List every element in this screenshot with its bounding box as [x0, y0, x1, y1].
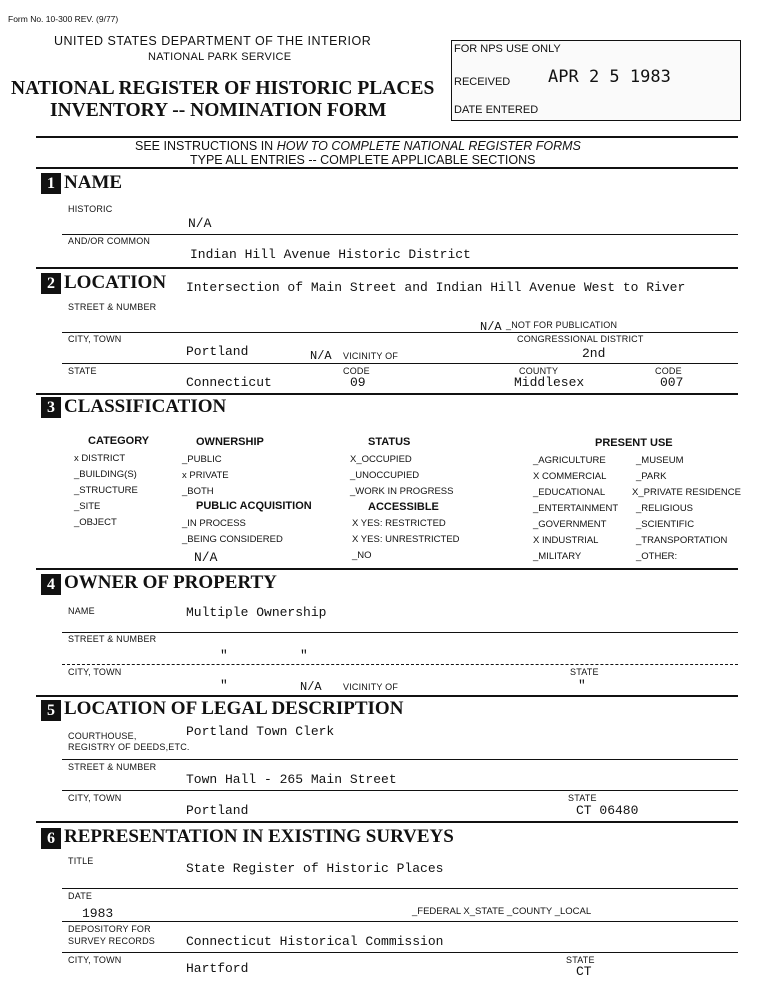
- present-use-option: _ENTERTAINMENT: [533, 503, 619, 514]
- congressional-district-value: 2nd: [582, 346, 606, 361]
- divider: [62, 332, 738, 333]
- nps-use-label: FOR NPS USE ONLY: [454, 43, 561, 55]
- section-title-location: LOCATION: [64, 272, 167, 293]
- not-for-publication-label: _NOT FOR PUBLICATION: [506, 320, 618, 330]
- owner-vicinity-value: N/A: [300, 680, 322, 694]
- section-number-2: 2: [41, 273, 61, 294]
- survey-date-label: DATE: [68, 891, 93, 901]
- ownership-header: OWNERSHIP: [196, 436, 264, 448]
- survey-level-options: _FEDERAL X_STATE _COUNTY _LOCAL: [412, 906, 592, 917]
- present-use-option: _RELIGIOUS: [636, 503, 694, 514]
- section-title-name: NAME: [64, 172, 123, 193]
- public-acquisition-option: _IN PROCESS: [182, 518, 246, 529]
- section-title-owner: OWNER OF PROPERTY: [64, 572, 277, 593]
- divider: [36, 136, 738, 138]
- state-code-label: CODE: [343, 366, 370, 376]
- street-label: STREET & NUMBER: [68, 302, 157, 312]
- common-name-value: Indian Hill Avenue Historic District: [190, 247, 471, 262]
- common-name-label: AND/OR COMMON: [68, 236, 151, 246]
- divider: [36, 695, 738, 697]
- accessible-option: _NO: [352, 550, 372, 561]
- category-option: x DISTRICT: [74, 453, 126, 464]
- section-number-6: 6: [41, 828, 61, 849]
- ownership-option: _PUBLIC: [182, 454, 222, 465]
- public-acquisition-value: N/A: [194, 550, 218, 565]
- owner-state-label: STATE: [570, 667, 599, 677]
- present-use-option: X INDUSTRIAL: [533, 535, 599, 546]
- historic-label: HISTORIC: [68, 204, 113, 214]
- owner-name-label: NAME: [68, 606, 95, 616]
- status-option: X_OCCUPIED: [350, 454, 412, 465]
- legal-street-value: Town Hall - 265 Main Street: [186, 772, 397, 787]
- category-header: CATEGORY: [88, 435, 150, 447]
- survey-state-value: CT: [576, 964, 592, 979]
- divider: [36, 167, 738, 169]
- section-number-1: 1: [41, 173, 61, 194]
- category-option: _STRUCTURE: [74, 485, 138, 496]
- owner-street-label: STREET & NUMBER: [68, 634, 157, 644]
- divider: [62, 363, 738, 364]
- category-option: _OBJECT: [74, 517, 117, 528]
- owner-city-value: ": [220, 678, 228, 693]
- street-value: Intersection of Main Street and Indian Hill Avenue West to River: [186, 280, 686, 295]
- survey-state-label: STATE: [566, 955, 595, 965]
- survey-title-value: State Register of Historic Places: [186, 861, 444, 876]
- owner-vicinity-label: VICINITY OF: [343, 682, 399, 692]
- depository-label-2: SURVEY RECORDS: [68, 936, 155, 946]
- present-use-option: X COMMERCIAL: [533, 471, 607, 482]
- present-use-option: _AGRICULTURE: [533, 455, 606, 466]
- legal-city-label: CITY, TOWN: [68, 793, 122, 803]
- public-acquisition-header: PUBLIC ACQUISITION: [196, 500, 312, 512]
- survey-date-value: 1983: [82, 906, 114, 921]
- ownership-option: _BOTH: [182, 486, 214, 497]
- divider: [62, 790, 738, 791]
- city-label: CITY, TOWN: [68, 334, 122, 344]
- present-use-option: _EDUCATIONAL: [533, 487, 606, 498]
- instructions-line2: TYPE ALL ENTRIES -- COMPLETE APPLICABLE SECTIONS: [190, 153, 536, 167]
- divider: [62, 234, 738, 235]
- divider: [62, 759, 738, 760]
- category-option: _SITE: [74, 501, 101, 512]
- owner-name-value: Multiple Ownership: [186, 605, 327, 620]
- divider: [62, 888, 738, 889]
- owner-street-ditto: ": [220, 648, 228, 663]
- survey-city-value: Hartford: [186, 961, 249, 976]
- nps-use-box: [451, 40, 741, 121]
- state-code-value: 09: [350, 375, 366, 390]
- depository-value: Connecticut Historical Commission: [186, 934, 444, 949]
- status-option: _WORK IN PROGRESS: [350, 486, 454, 497]
- present-use-option: _SCIENTIFIC: [636, 519, 695, 530]
- vicinity-value: N/A: [310, 349, 332, 363]
- legal-city-value: Portland: [186, 803, 249, 818]
- service-heading: NATIONAL PARK SERVICE: [148, 51, 292, 63]
- present-use-option: _GOVERNMENT: [533, 519, 607, 530]
- accessible-option: X YES: RESTRICTED: [352, 518, 446, 529]
- legal-state-value: CT 06480: [576, 803, 639, 818]
- owner-state-value: ": [578, 678, 586, 693]
- accessible-header: ACCESSIBLE: [368, 501, 439, 513]
- received-label: RECEIVED: [454, 76, 511, 88]
- county-label: COUNTY: [519, 366, 559, 376]
- city-value: Portland: [186, 344, 249, 359]
- section-number-4: 4: [41, 574, 61, 595]
- present-use-option: X_PRIVATE RESIDENCE: [632, 487, 741, 498]
- survey-title-label: TITLE: [68, 856, 94, 866]
- registry-label: REGISTRY OF DEEDS,ETC.: [68, 742, 190, 752]
- county-code-value: 007: [660, 375, 684, 390]
- date-entered-label: DATE ENTERED: [454, 104, 539, 116]
- present-use-option: _TRANSPORTATION: [636, 535, 728, 546]
- received-date-stamp: APR 2 5 1983: [548, 67, 671, 87]
- courthouse-value: Portland Town Clerk: [186, 724, 335, 739]
- accessible-option: X YES: UNRESTRICTED: [352, 534, 460, 545]
- owner-city-label: CITY, TOWN: [68, 667, 122, 677]
- present-use-option: _OTHER:: [636, 551, 678, 562]
- section-title-legal-description: LOCATION OF LEGAL DESCRIPTION: [64, 698, 404, 719]
- form-number: Form No. 10-300 REV. (9/77): [8, 14, 119, 24]
- section-number-3: 3: [41, 397, 61, 418]
- state-label: STATE: [68, 366, 97, 376]
- status-option: _UNOCCUPIED: [350, 470, 420, 481]
- divider: [62, 664, 738, 665]
- present-use-option: _MILITARY: [533, 551, 582, 562]
- divider: [62, 632, 738, 633]
- section-title-surveys: REPRESENTATION IN EXISTING SURVEYS: [64, 826, 454, 847]
- form-title-line1: NATIONAL REGISTER OF HISTORIC PLACES: [11, 78, 435, 99]
- historic-value: N/A: [188, 216, 212, 231]
- present-use-header: PRESENT USE: [595, 437, 673, 449]
- divider: [36, 267, 738, 269]
- congressional-district-label: CONGRESSIONAL DISTRICT: [517, 334, 644, 344]
- divider: [36, 568, 738, 570]
- present-use-option: _PARK: [636, 471, 667, 482]
- department-heading: UNITED STATES DEPARTMENT OF THE INTERIOR: [54, 34, 372, 48]
- divider: [62, 921, 738, 922]
- instructions-line1: SEE INSTRUCTIONS IN HOW TO COMPLETE NATIONAL REGISTER FORMS: [135, 139, 581, 153]
- section-title-classification: CLASSIFICATION: [64, 396, 227, 417]
- owner-street-ditto: ": [300, 648, 308, 663]
- divider: [62, 952, 738, 953]
- legal-state-label: STATE: [568, 793, 597, 803]
- survey-city-label: CITY, TOWN: [68, 955, 122, 965]
- depository-label-1: DEPOSITORY FOR: [68, 924, 151, 934]
- form-title-line2: INVENTORY -- NOMINATION FORM: [50, 100, 387, 121]
- not-for-publication-value: N/A: [480, 320, 502, 334]
- vicinity-label: VICINITY OF: [343, 351, 399, 361]
- public-acquisition-option: _BEING CONSIDERED: [182, 534, 283, 545]
- ownership-option: x PRIVATE: [182, 470, 229, 481]
- divider: [36, 821, 738, 823]
- courthouse-label: COURTHOUSE,: [68, 731, 137, 741]
- legal-street-label: STREET & NUMBER: [68, 762, 157, 772]
- divider: [36, 393, 738, 395]
- category-option: _BUILDING(S): [74, 469, 137, 480]
- state-value: Connecticut: [186, 375, 272, 390]
- county-code-label: CODE: [655, 366, 682, 376]
- section-number-5: 5: [41, 700, 61, 721]
- present-use-option: _MUSEUM: [636, 455, 684, 466]
- status-header: STATUS: [368, 436, 411, 448]
- county-value: Middlesex: [514, 375, 585, 390]
